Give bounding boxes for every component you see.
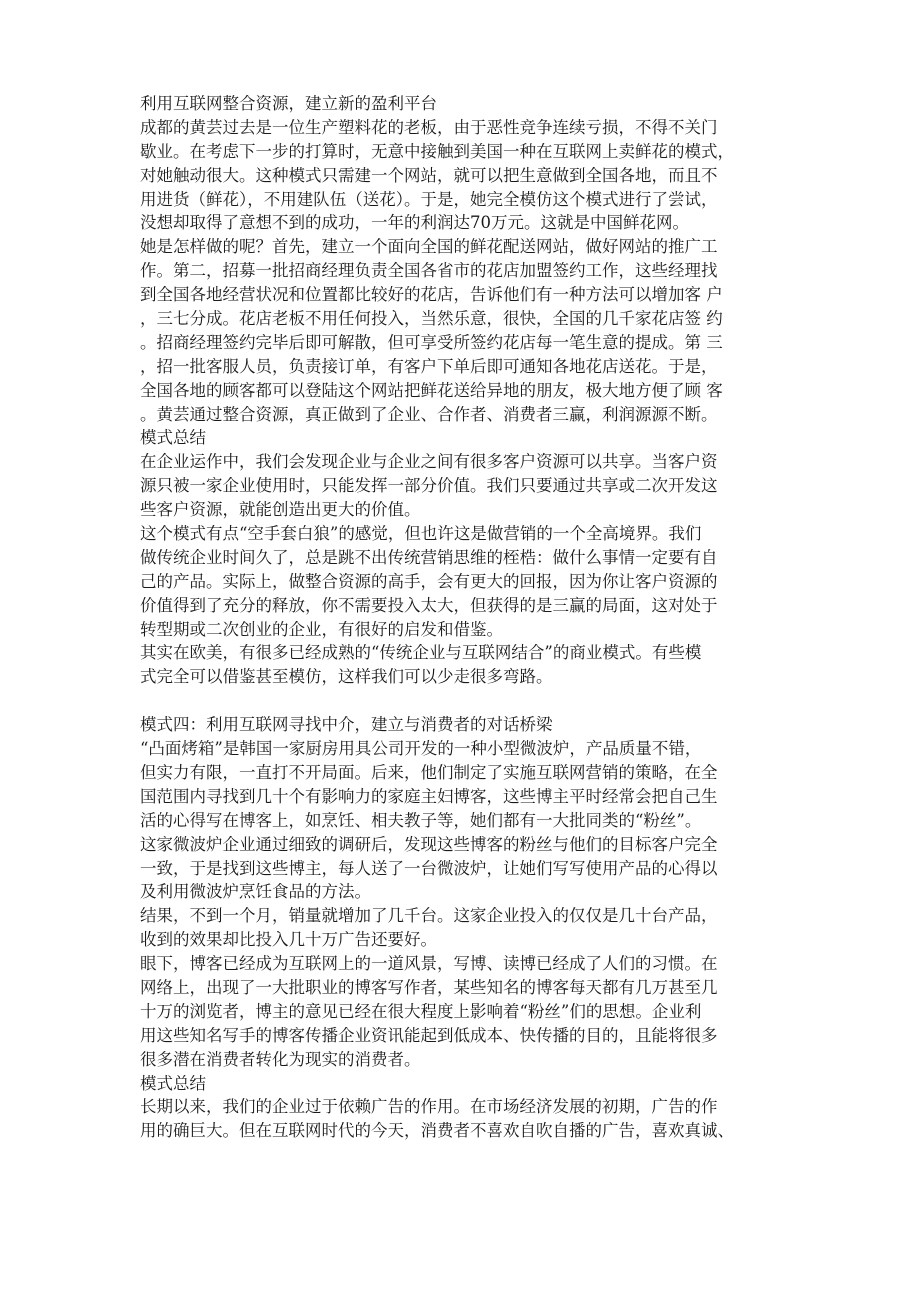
text-line: 很多潜在消费者转化为现实的消费者。	[140, 1049, 421, 1069]
section-heading: 模式总结	[140, 428, 206, 448]
text-line: 歇业。在考虑下一步的打算时，无意中接触到美国一种在互联网上卖鲜花的模式，	[140, 141, 734, 161]
text-line: 她是怎样做的呢？首先，建立一个面向全国的鲜花配送网站，做好网站的推广工	[140, 237, 718, 257]
text-line: 全国各地的顾客都可以登陆这个网站把鲜花送给异地的朋友，极大地方便了顾 客	[140, 380, 723, 400]
text-line: 没想却取得了意想不到的成功，一年的利润达70万元。这就是中国鲜花网。	[140, 213, 689, 233]
section-title: 利用互联网整合资源，建立新的盈利平台	[140, 94, 437, 113]
text-line: 国范围内寻找到几十个有影响力的家庭主妇博客，这些博主平时经常会把自己生	[140, 786, 718, 806]
text-line: 这个模式有点“空手套白狼”的感觉，但也许这是做营销的一个全高境界。我们	[140, 524, 702, 544]
text-line: 在企业运作中，我们会发现企业与企业之间有很多客户资源可以共享。当客户资	[140, 452, 718, 472]
document-page	[140, 92, 796, 1143]
text-line: 源只被一家企业使用时，只能发挥一部分价值。我们只要通过共享或二次开发这	[140, 476, 718, 496]
text-line: 网络上，出现了一大批职业的博客写作者，某些知名的博客每天都有几万甚至几	[140, 977, 718, 997]
text-line: 用进货（鲜花），不用建队伍（送花）。于是，她完全模仿这个模式进行了尝试，	[140, 189, 718, 209]
text-line: 价值得到了充分的释放，你不需要投入太大，但获得的是三赢的局面，这对处于	[140, 595, 718, 615]
text-line: 结果，不到一个月，销量就增加了几千台。这家企业投入的仅仅是几十台产品，	[140, 906, 718, 926]
text-line: 对她触动很大。这种模式只需建一个网站，就可以把生意做到全国各地，而且不	[140, 165, 718, 185]
text-line: 但实力有限，一直打不开局面。后来，他们制定了实施互联网营销的策略，在全	[140, 762, 718, 782]
text-line: 用这些知名写手的博客传播企业资讯能起到低成本、快传播的目的，且能将很多	[140, 1025, 718, 1045]
text-line: ，招一批客服人员，负责接订单，有客户下单后即可通知各地花店送花。于是，	[140, 356, 718, 376]
text-line: 十万的浏览者，博主的意见已经在很大程度上影响着“粉丝”们的思想。企业利	[140, 1001, 702, 1021]
text-line: 活的心得写在博客上，如烹饪、相夫教子等，她们都有一大批同类的“粉丝”。	[140, 810, 702, 830]
blank-line	[140, 689, 796, 713]
text-line: 成都的黄芸过去是一位生产塑料花的老板，由于恶性竞争连续亏损，不得不关门	[140, 117, 718, 137]
text-line: 些客户资源，就能创造出更大的价值。	[140, 500, 421, 520]
text-line: 转型期或二次创业的企业，有很好的启发和借鉴。	[140, 619, 503, 639]
text-line: 。黄芸通过整合资源，真正做到了企业、合作者、消费者三赢，利润源源不断。	[140, 404, 718, 424]
text-line: 收到的效果却比投入几十万广告还要好。	[140, 930, 437, 950]
text-line: 作。第二，招募一批招商经理负责全国各省市的花店加盟签约工作，这些经理找	[140, 261, 718, 281]
text-line: 式完全可以借鉴甚至模仿，这样我们可以少走很多弯路。	[140, 667, 553, 687]
text-line: 及利用微波炉烹饪食品的方法。	[140, 882, 371, 902]
text-line: 到全国各地经营状况和位置都比较好的花店，告诉他们有一种方法可以增加客 户	[140, 285, 723, 305]
text-line: 用的确巨大。但在互联网时代的今天，消费者不喜欢自吹自播的广告，喜欢真诚、	[140, 1121, 734, 1141]
text-line: 。招商经理签约完毕后即可解散，但可享受所签约花店每一笔生意的提成。第 三	[140, 332, 723, 352]
text-line: “凸面烤箱”是韩国一家厨房用具公司开发的一种小型微波炉，产品质量不错，	[140, 739, 702, 759]
text-line: 己的产品。实际上，做整合资源的高手，会有更大的回报，因为你让客户资源的	[140, 571, 718, 591]
text-line: 一致，于是找到这些博主，每人送了一台微波炉，让她们写写使用产品的心得以	[140, 858, 718, 878]
text-line: 长期以来，我们的企业过于依赖广告的作用。在市场经济发展的初期，广告的作	[140, 1097, 718, 1117]
text-line: ，三七分成。花店老板不用任何投入，当然乐意，很快，全国的几千家花店签 约	[140, 309, 723, 329]
text-line: 其实在欧美，有很多已经成熟的“传统企业与互联网结合”的商业模式。有些模	[140, 643, 702, 663]
section-heading: 模式总结	[140, 1073, 206, 1093]
section-title: 模式四：利用互联网寻找中介，建立与消费者的对话桥梁	[140, 715, 553, 735]
text-line: 眼下，博客已经成为互联网上的一道风景，写博、读博已经成了人们的习惯。在	[140, 954, 718, 974]
text-line: 这家微波炉企业通过细致的调研后，发现这些博客的粉丝与他们的目标客户完全	[140, 834, 718, 854]
text-line: 做传统企业时间久了，总是跳不出传统营销思维的桎梏：做什么事情一定要有自	[140, 547, 718, 567]
